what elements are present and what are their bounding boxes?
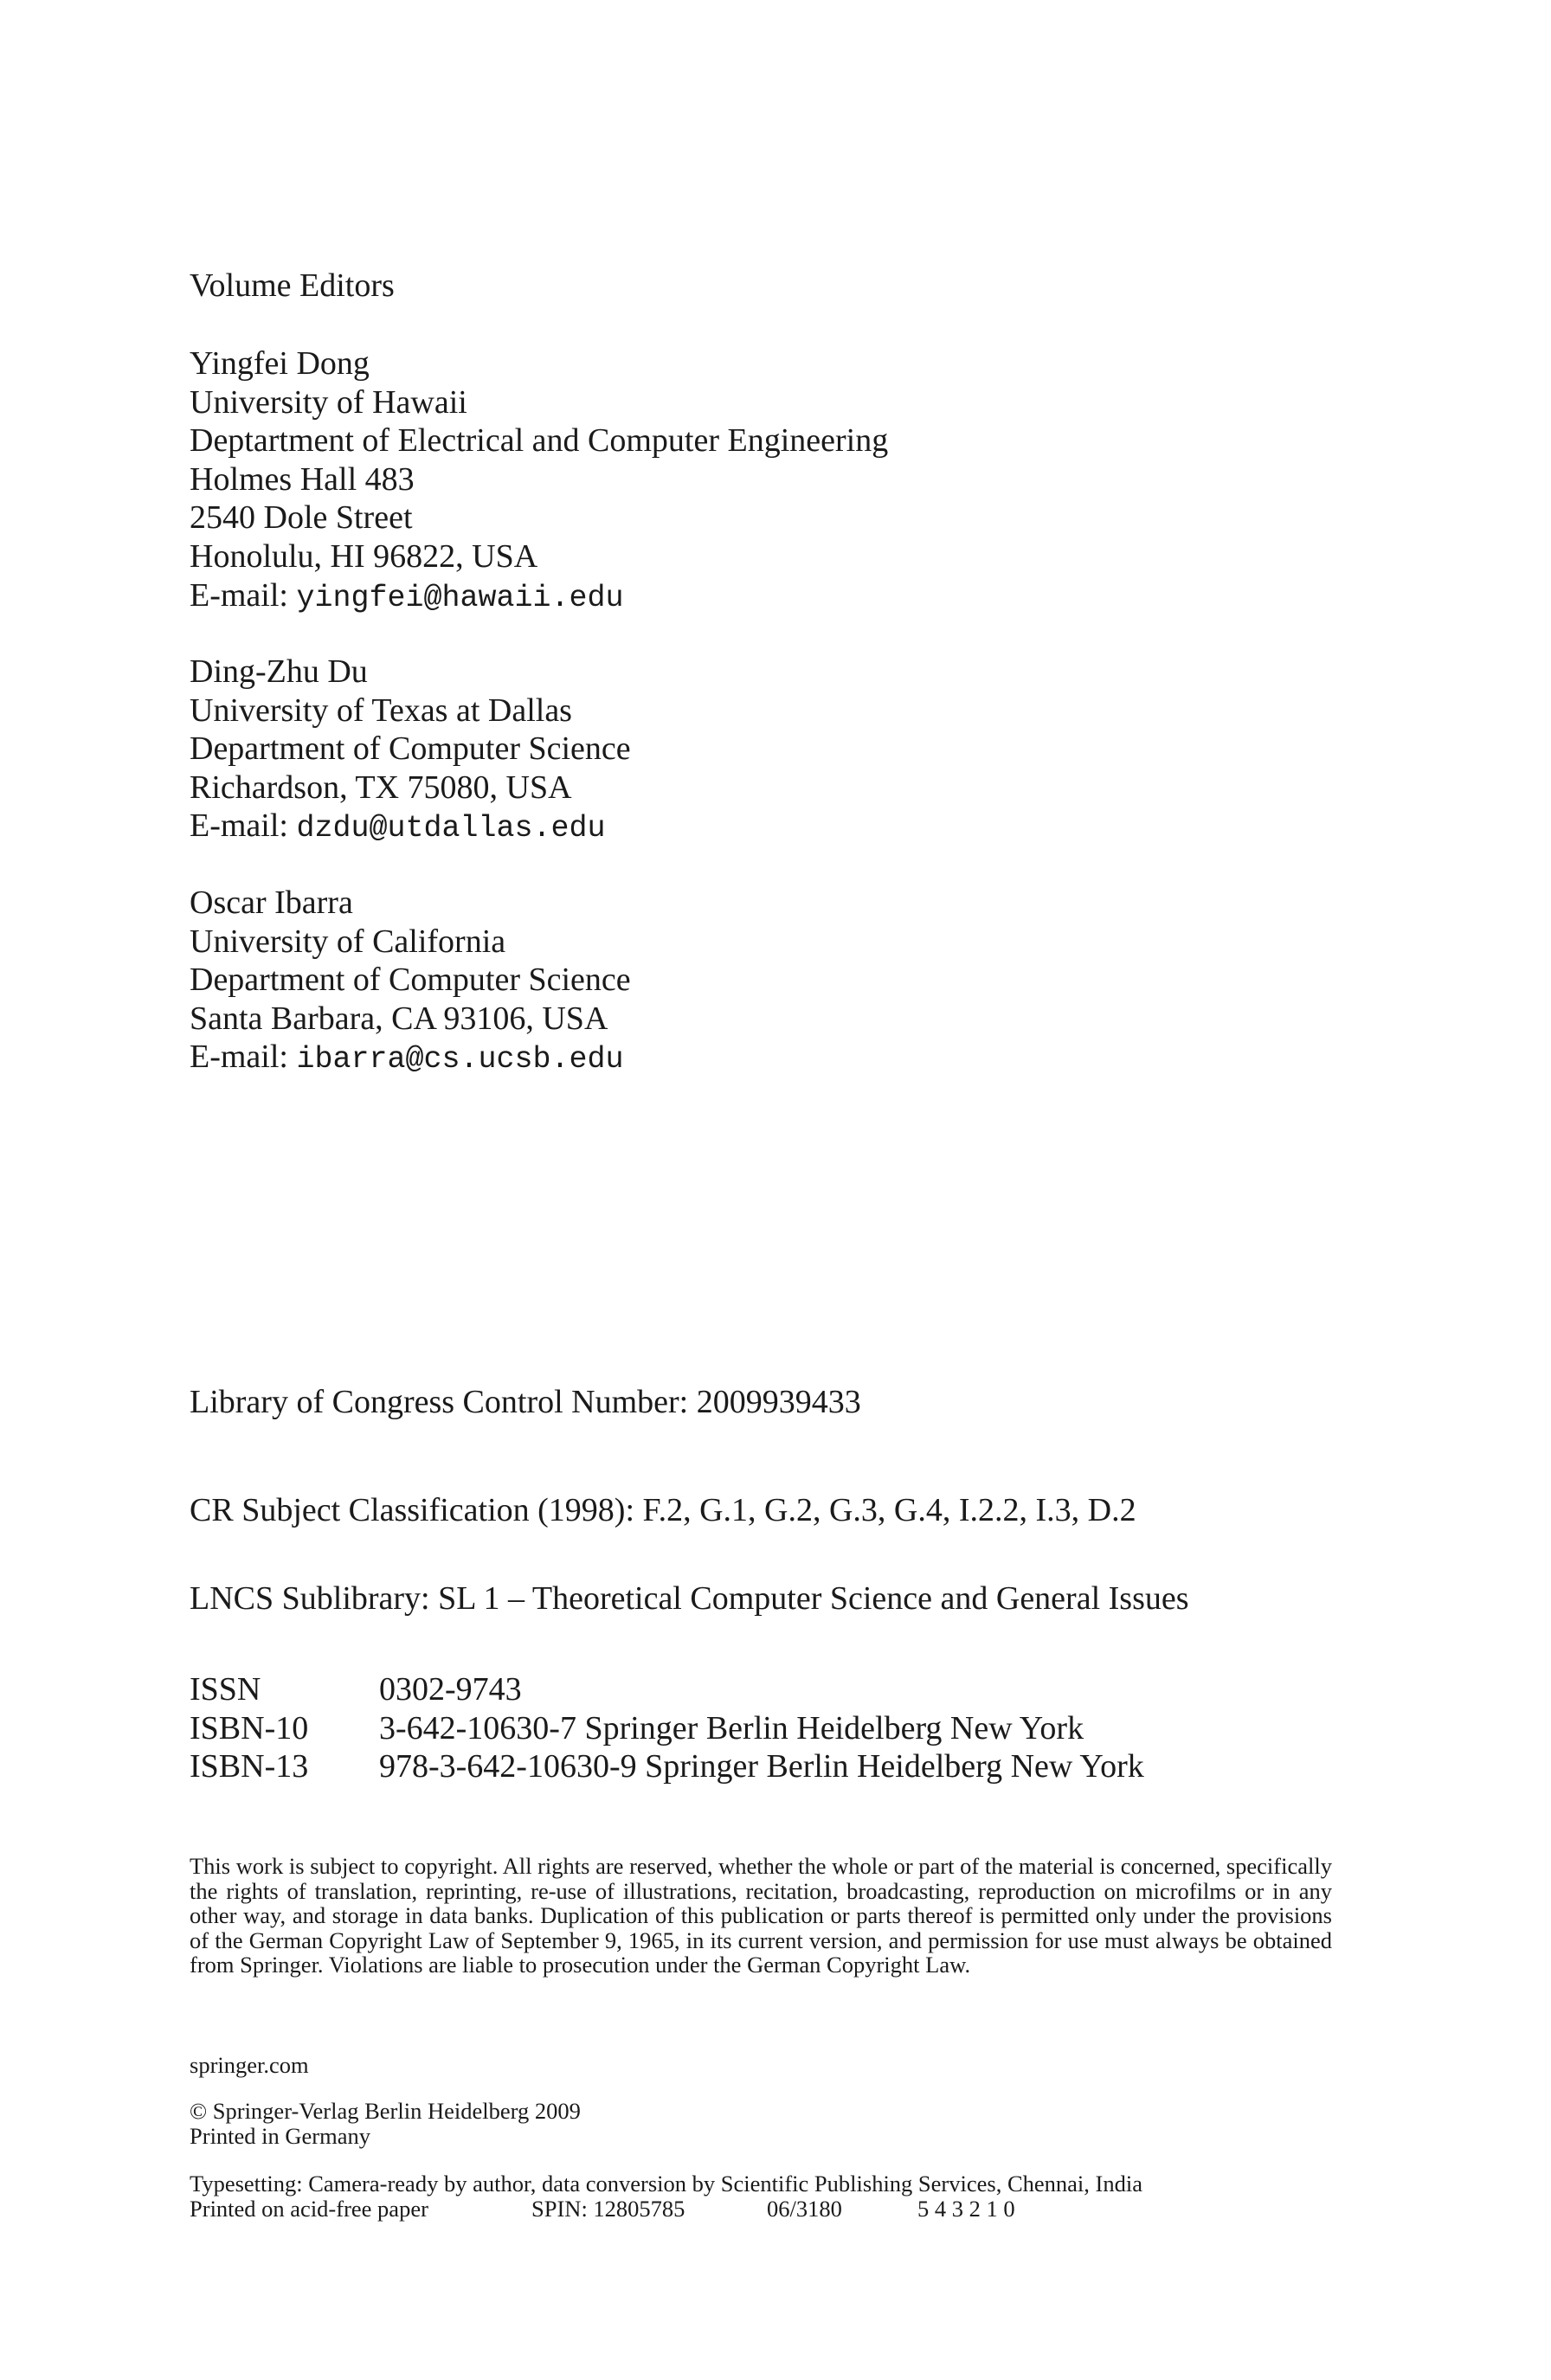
- identifier-row: [190, 1747, 1144, 1786]
- identifier-value: 0302-9743: [379, 1671, 522, 1708]
- identifier-label: ISBN-10: [190, 1709, 309, 1746]
- acid-free-paper: Printed on acid-free paper: [190, 2195, 428, 2222]
- editor-email[interactable]: ibarra@cs.ucsb.edu: [296, 1042, 624, 1077]
- email-label: E-mail:: [190, 807, 297, 845]
- copyright-line: © Springer-Verlag Berlin Heidelberg 2009: [190, 2098, 581, 2124]
- print-footer: [190, 2197, 1142, 2222]
- lncs-sublibrary-text: LNCS Sublibrary: SL 1 – Theoretical Computer Science and General Issues: [190, 1580, 1189, 1617]
- identifier-label: ISBN-13: [190, 1748, 309, 1785]
- cr-subject-classification: [190, 1491, 1136, 1530]
- print-code: 06/3180: [767, 2195, 842, 2222]
- identifier-label: ISSN: [190, 1671, 261, 1708]
- editor-university: University of California: [190, 923, 506, 960]
- printed-in: Printed in Germany: [190, 2122, 371, 2149]
- editor-2-address: [190, 653, 631, 848]
- editor-name: Oscar Ibarra: [190, 884, 353, 921]
- editor-city: Richardson, TX 75080, USA: [190, 769, 572, 806]
- cr-subject-classification-text: CR Subject Classification (1998): F.2, G.1, G.2, G.3, G.4, I.2.2, I.3, D.2: [190, 1492, 1136, 1528]
- editor-city: Honolulu, HI 96822, USA: [190, 537, 538, 575]
- identifier-value: 978-3-642-10630-9 Springer Berlin Heidelberg New York: [379, 1748, 1144, 1785]
- website-link[interactable]: springer.com: [190, 2052, 309, 2078]
- editor-email-line: [190, 576, 888, 618]
- volume-editors-heading: Volume Editors: [190, 267, 395, 304]
- editor-university: University of Hawaii: [190, 383, 467, 421]
- editor-email-line: [190, 807, 631, 848]
- editor-name: Ding-Zhu Du: [190, 653, 368, 690]
- editor-department: Department of Computer Science: [190, 962, 631, 999]
- copyright-block: [190, 2099, 581, 2148]
- identifier-row: [190, 1709, 1144, 1748]
- editor-department: Department of Computer Science: [190, 730, 631, 768]
- editor-building: Holmes Hall 483: [190, 460, 415, 498]
- copyright-notice: This work is subject to copyright. All rights are reserved, whether the whole or part of the material is concerned, specifically the rights of translation, reprinting, re-use of illustrations, recitation, broadcasting, reproduction on microfilms or in any other way, and storage in data banks. Duplication of this publication or parts thereof is permitted only under the provisions of the German Copyright Law of September 9, 1965, in its current version, and permission for use must always be obtained from Springer. Violations are liable to prosecution under the German Copyright Law.: [190, 1853, 1332, 1978]
- typesetting-text: Typesetting: Camera-ready by author, data conversion by Scientific Publishing Services, Chennai, India: [190, 2171, 1142, 2197]
- identifier-value: 3-642-10630-7 Springer Berlin Heidelberg New York: [379, 1709, 1084, 1746]
- typesetting: [190, 2171, 1142, 2221]
- editor-city: Santa Barbara, CA 93106, USA: [190, 1000, 608, 1037]
- editor-department: Deptartment of Electrical and Computer Engineering: [190, 422, 889, 460]
- email-label: E-mail:: [190, 1039, 297, 1076]
- editor-1-address: [190, 344, 888, 617]
- loc-control-number: [190, 1383, 861, 1422]
- editor-university: University of Texas at Dallas: [190, 691, 572, 729]
- editor-email[interactable]: dzdu@utdallas.edu: [296, 811, 606, 846]
- loc-control-number-text: Library of Congress Control Number: 2009939433: [190, 1384, 861, 1420]
- editor-name: Yingfei Dong: [190, 345, 370, 382]
- spin-number: SPIN: 12805785: [531, 2195, 685, 2222]
- volume-editors-section: [190, 267, 395, 306]
- identifiers-table: [190, 1670, 1144, 1786]
- editor-3-address: [190, 884, 631, 1079]
- editor-email-line: [190, 1038, 631, 1079]
- lncs-sublibrary: [190, 1579, 1189, 1618]
- website: [190, 2053, 309, 2078]
- editor-street: 2540 Dole Street: [190, 499, 413, 537]
- email-label: E-mail:: [190, 576, 297, 614]
- printing-sequence: 5 4 3 2 1 0: [917, 2195, 1015, 2222]
- identifier-row: [190, 1670, 1144, 1709]
- editor-email[interactable]: yingfei@hawaii.edu: [296, 580, 624, 615]
